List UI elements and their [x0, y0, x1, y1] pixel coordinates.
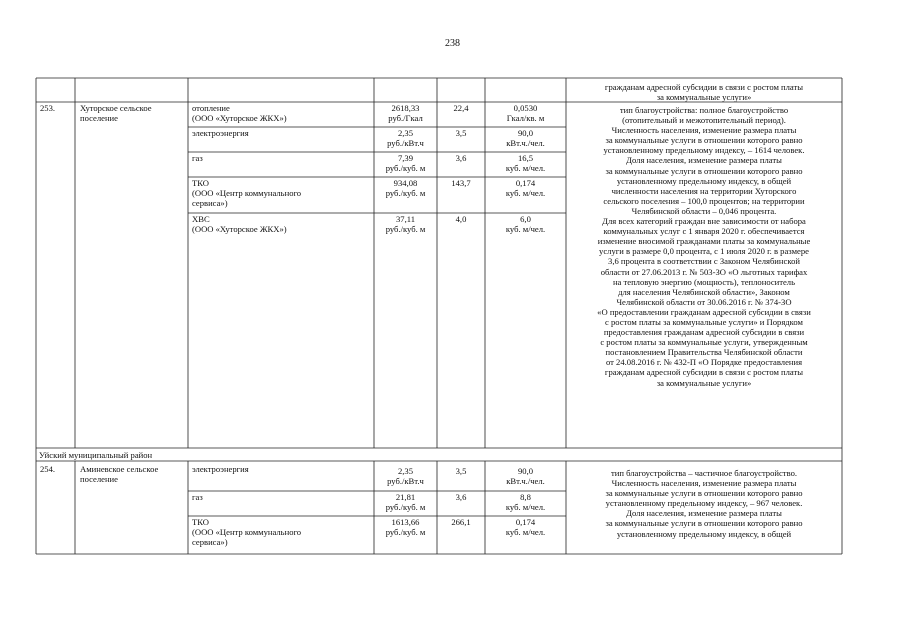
service-tariff: 2,35 руб./кВт.ч — [387, 466, 424, 487]
service-norm: 0,0530 Гкал/кв. м — [506, 103, 545, 124]
service-tariff: 934,08 руб./куб. м — [385, 178, 426, 199]
settlement-note: тип благоустройства: полное благоустройство (отопительный и межотопительный период). Численность населения, изменение размера платы за коммунальные услуги в отношении которого равно установленному предельному индексу, – 1614 человек. Доля населения, изменение размера платы за коммунальные услуги в отношении которого равно установленному предельному индексу, в общей численности населения на территории Хуторского сельского поселения – 100,0 процентов; на территории Челябинской области – 0,046 процента. Для всех категорий граждан вне зависимости от набора коммунальных услуг с 1 января 2020 г. обеспечивается изменение вносимой гражданами платы за коммунальные услуги в размере 0,0 процента, с 1 июля 2020 г. в размере 3,6 процента в соответствии с Законом Челябинской области от 27.06.2013 г. № 503-ЗО «О льготных тарифах на тепловую энергию (мощность), теплоноситель для населения Челябинской области», Законом Челябинской области от 30.06.2016 г. № 374-ЗО «О предоставлении гражданам адресной субсидии в связи с ростом платы за коммунальные услуги» и Порядком предоставления гражданам адресной субсидии в связи с ростом платы за коммунальные услуги, утвержденным постановлением Правительства Челябинской области от 24.08.2016 г. № 432-П «О Порядке предоставления гражданам адресной субсидии в связи с ростом платы за коммунальные услуги» — [597, 105, 811, 388]
service-percent: 266,1 — [451, 517, 471, 527]
service-norm: 90,0 кВт.ч./чел. — [506, 128, 545, 149]
service-name: газ — [192, 492, 203, 502]
service-percent: 3,5 — [455, 466, 467, 476]
service-norm: 0,174 куб. м/чел. — [505, 517, 546, 538]
service-name: ХВС (ООО «Хуторское ЖКХ») — [192, 214, 287, 235]
service-name: электроэнергия — [192, 464, 249, 474]
service-name: ТКО (ООО «Центр коммунального сервиса») — [192, 517, 302, 548]
service-tariff: 21,81 руб./куб. м — [385, 492, 426, 513]
service-name: газ — [192, 153, 203, 163]
service-norm: 8,8 куб. м/чел. — [505, 492, 546, 513]
service-name: электроэнергия — [192, 128, 249, 138]
service-percent: 3,6 — [455, 153, 467, 163]
service-norm: 6,0 куб. м/чел. — [505, 214, 546, 235]
service-tariff: 37,11 руб./куб. м — [385, 214, 426, 235]
row-number: 254. — [40, 464, 56, 474]
district-title: Уйский муниципальный район — [39, 450, 153, 460]
service-percent: 22,4 — [453, 103, 469, 113]
service-percent: 4,0 — [455, 214, 467, 224]
service-tariff: 1613,66 руб./куб. м — [385, 517, 426, 538]
continuation-note: гражданам адресной субсидии в связи с ростом платы за коммунальные услуги» — [604, 82, 804, 103]
service-tariff: 2,35 руб./кВт.ч — [387, 128, 424, 149]
service-percent: 3,5 — [455, 128, 467, 138]
service-norm: 16,5 куб. м/чел. — [505, 153, 546, 174]
service-norm: 90,0 кВт.ч./чел. — [506, 466, 545, 487]
service-name: ТКО (ООО «Центр коммунального сервиса») — [192, 178, 302, 209]
row-number: 253. — [40, 103, 56, 113]
settlement-name: Аминевское сельское поселение — [80, 464, 159, 485]
page-number: 238 — [445, 38, 460, 49]
service-percent: 3,6 — [455, 492, 467, 502]
settlement-note: тип благоустройства – частичное благоустройство. Численность населения, изменение размера платы за коммунальные услуги в отношении которого равно установленному предельному индексу, – 967 человек. Доля населения, изменение размера платы за коммунальные услуги в отношении которого равно установленному предельному индексу, в общей — [605, 468, 803, 539]
settlement-name: Хуторское сельское поселение — [80, 103, 152, 124]
service-norm: 0,174 куб. м/чел. — [505, 178, 546, 199]
service-percent: 143,7 — [451, 178, 471, 188]
service-name: отопление (ООО «Хуторское ЖКХ») — [192, 103, 287, 124]
service-tariff: 7,39 руб./куб. м — [385, 153, 426, 174]
service-tariff: 2618,33 руб./Гкал — [388, 103, 423, 124]
